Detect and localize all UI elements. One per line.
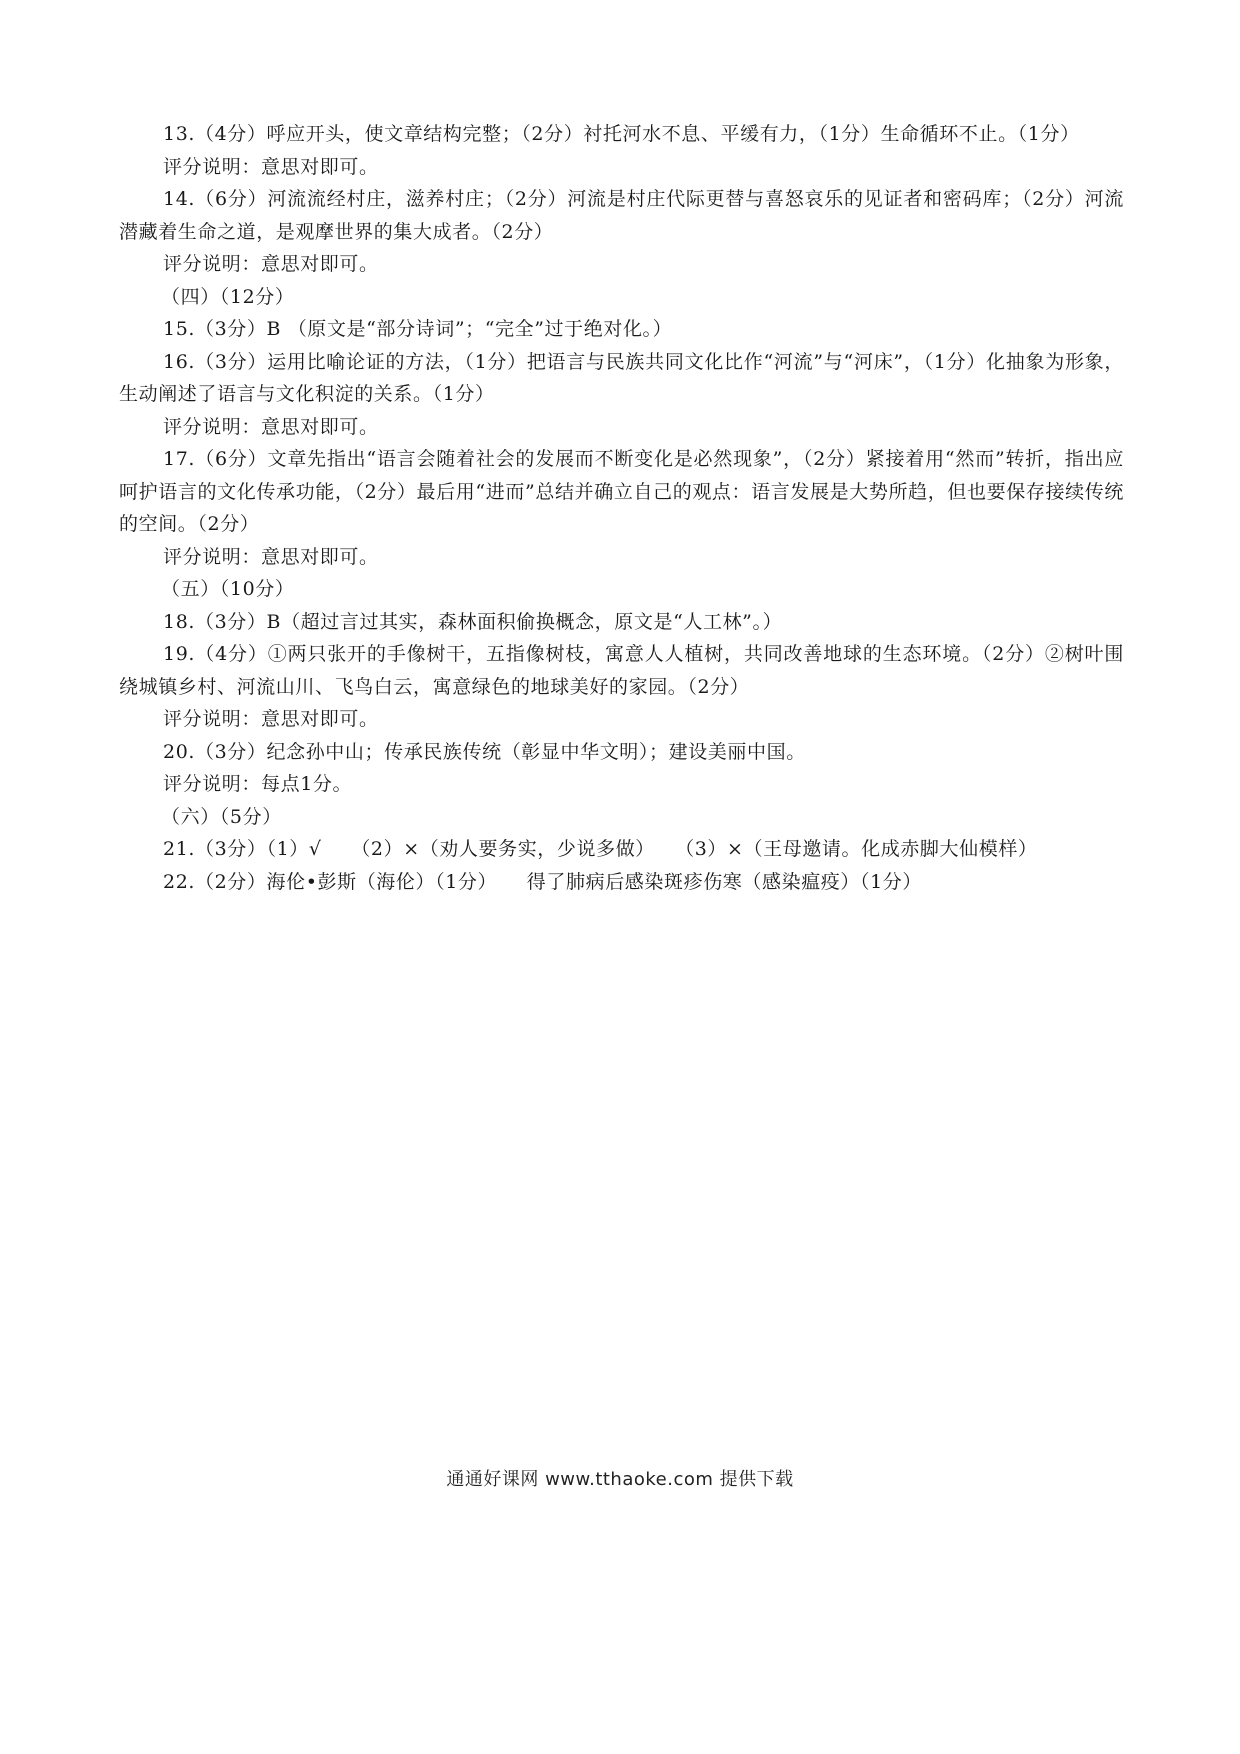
answer-q13: 13.（4分）呼应开头，使文章结构完整；（2分）衬托河水不息、平缓有力，（1分）生命循环不止。（1分） (163, 123, 1080, 145)
answer-q14: 14.（6分）河流流经村庄，滋养村庄；（2分）河流是村庄代际更替与喜怒哀乐的见证者和密码库；（2分）河流潜藏着生命之道，是观摩世界的集大成者。（2分） (119, 188, 1124, 243)
answer-q22: 22.（2分）海伦•彭斯（海伦）（1分） 得了肺病后感染斑疹伤寒（感染瘟疫）（1分） (163, 870, 922, 893)
scoring-note: 评分说明：意思对即可。 (163, 155, 379, 178)
section-heading-6: （六）（5分） (161, 805, 282, 828)
answer-q18: 18.（3分）B（超过言过其实，森林面积偷换概念，原文是“人工林”。） (163, 610, 783, 633)
answer-q16: 16.（3分）运用比喻论证的方法，（1分）把语言与民族共同文化比作“河流”与“河床”，（1分）化抽象为形象，生动阐述了语言与文化积淀的关系。（1分） (119, 350, 1124, 405)
answer-key-body (119, 118, 1124, 898)
answer-q17: 17.（6分）文章先指出“语言会随着社会的发展而不断变化是必然现象”，（2分）紧接着用“然而”转折，指出应呵护语言的文化传承功能，（2分）最后用“进而”总结并确立自己的观点：语言发展是大势所趋，但也要保存接续传统的空间。（2分） (119, 448, 1124, 535)
page-footer: 通通好课网 www.tthaoke.com 提供下载 (446, 1469, 794, 1490)
scoring-note: 评分说明：意思对即可。 (163, 708, 379, 730)
scoring-note: 评分说明：意思对即可。 (163, 253, 379, 275)
section-heading-4: （四）（12分） (161, 285, 295, 308)
answer-q21: 21.（3分）（1）√ （2）×（劝人要务实，少说多做） （3）×（王母邀请。化成赤脚大仙模样） (163, 838, 1038, 860)
section-heading-5: （五）（10分） (161, 578, 295, 600)
answer-q19: 19.（4分）①两只张开的手像树干，五指像树枝，寓意人人植树，共同改善地球的生态环境。（2分）②树叶围绕城镇乡村、河流山川、飞鸟白云，寓意绿色的地球美好的家园。（2分） (119, 643, 1124, 698)
scoring-note: 评分说明：意思对即可。 (163, 415, 379, 438)
answer-q20: 20.（3分）纪念孙中山；传承民族传统（彰显中华文明）；建设美丽中国。 (163, 740, 806, 763)
scoring-note: 评分说明：意思对即可。 (163, 545, 379, 568)
scoring-note: 评分说明：每点1分。 (163, 773, 353, 795)
answer-q15: 15.（3分）B （原文是“部分诗词”；“完全”过于绝对化。） (163, 318, 673, 340)
